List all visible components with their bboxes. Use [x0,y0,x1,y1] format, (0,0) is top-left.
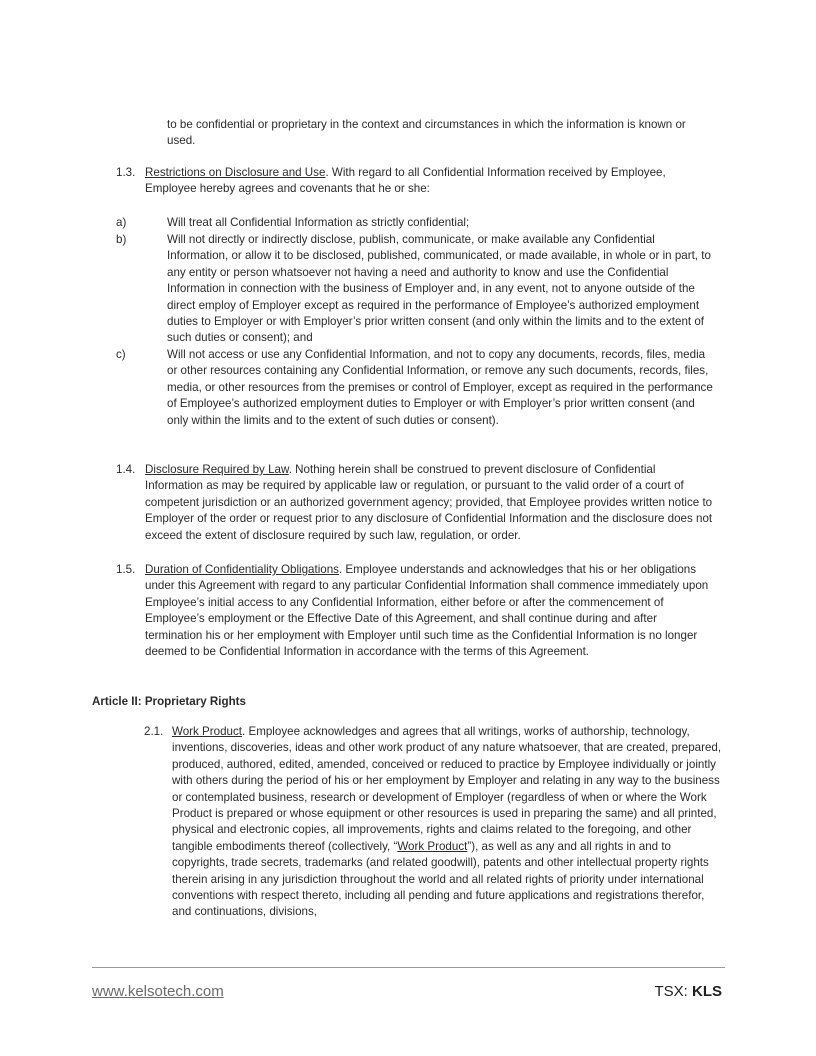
list-label: a) [116,216,127,229]
section-title: Duration of Confidentiality Obligations [145,563,339,576]
section-title: Work Product [172,725,243,738]
section-text-continued: ”), as well as any and all rights in and to copyrights, trade secrets, trademarks (and related goodwill), patents and other intellectual property rights therein arising in any jurisdiction throughout the world and all related rights of priority under international conventions with respect thereto, including all pending and future applications and registrations therefor, and continuations, divisions, [172,839,709,919]
list-label: b) [116,233,127,246]
section-title: Restrictions on Disclosure and Use [145,166,326,179]
list-label: c) [116,348,126,361]
list-item-b [116,232,716,347]
footer-divider [92,967,725,968]
list-text: Will treat all Confidential Information as strictly confidential; [167,216,470,229]
section-text: . Employee understands and acknowledges that his or her obligations under this Agreement with regard to any particular Confidential Information shall commence immediately upon Employee’s initial access to any Confidential Information, either before or after the commencement of Employee’s employment or the Effective Date of this Agreement, and shall continue during and after termination his or her employment with Employer until such time as the Confidential Information is no longer deemed to be Confidential Information in accordance with the terms of this Agreement. [145,563,709,659]
ticker-prefix: TSX: [654,983,688,1000]
section-title: Disclosure Required by Law [145,463,289,476]
section-2-1 [144,724,724,921]
continued-paragraph: to be confidential or proprietary in the context and circumstances in which the information is known or used. [167,118,686,148]
ticker-symbol: KLS [692,983,722,1000]
section-text: . With regard to all Confidential Information received by Employee, Employee hereby agrees and covenants that he or she: [145,166,666,196]
section-number: 1.4. [116,463,136,476]
footer-website-link[interactable]: www.kelsotech.com [92,983,224,1000]
defined-term: Work Product [397,839,468,853]
list-item-a [116,215,716,231]
section-1-4 [116,462,716,544]
section-number: 1.3. [116,166,136,179]
section-1-3 [116,165,716,198]
list-text: Will not access or use any Confidential Information, and not to copy any documents, records, files, media or other resources containing any Confidential Information, or remove any such documents, records, files, media, or other resources from the premises or control of Employer, except as required in the performance of Employee’s authorized employment duties to Employer or with Employer’s prior written consent (and only within the limits and to the extent of such duties or consent). [167,348,713,427]
list-item-c [116,347,716,429]
section-number: 1.5. [116,563,136,576]
list-text: Will not directly or indirectly disclose, publish, communicate, or make available any Confidential Information, or allow it to be disclosed, published, communicated, or made available, in whole or in part, to any entity or person whatsoever not having a need and authority to know and use the Confidential Information in connection with the business of Employer and, in any event, not to anyone outside of the direct employ of Employer except as required in the performance of Employee’s authorized employment duties to Employer or with Employer’s prior written consent (and only within the limits and to the extent of such duties or consent); and [167,233,711,345]
article-heading: Article II: Proprietary Rights [92,695,246,708]
section-number: 2.1. [144,725,164,738]
section-text: . Nothing herein shall be construed to prevent disclosure of Confidential Information as may be required by applicable law or regulation, or pursuant to the valid order of a court of competent jurisdiction or an authorized government agency; provided, that Employee provides written notice to Employer of the order or request prior to any disclosure of Confidential Information and the disclosure does not exceed the extent of disclosure required by such law, regulation, or order. [145,463,713,542]
footer-ticker [654,984,722,1000]
section-1-5 [116,562,716,660]
section-text: . Employee acknowledges and agrees that all writings, works of authorship, technology, inventions, discoveries, ideas and other work product of any nature whatsoever, that are created, prepared, produced, authored, edited, amended, conceived or reduced to practice by Employee individually or jointly with others during the period of his or her employment by Employer and relating in any way to the business or contemplated business, research or development of Employer (regardless of when or where the Work Product is prepared or whose equipment or other resources is used in preparing the same) and all printed, physical and electronic copies, all improvements, rights and claims related to the foregoing, and other tangible embodiments thereof (collectively, “ [172,725,722,853]
